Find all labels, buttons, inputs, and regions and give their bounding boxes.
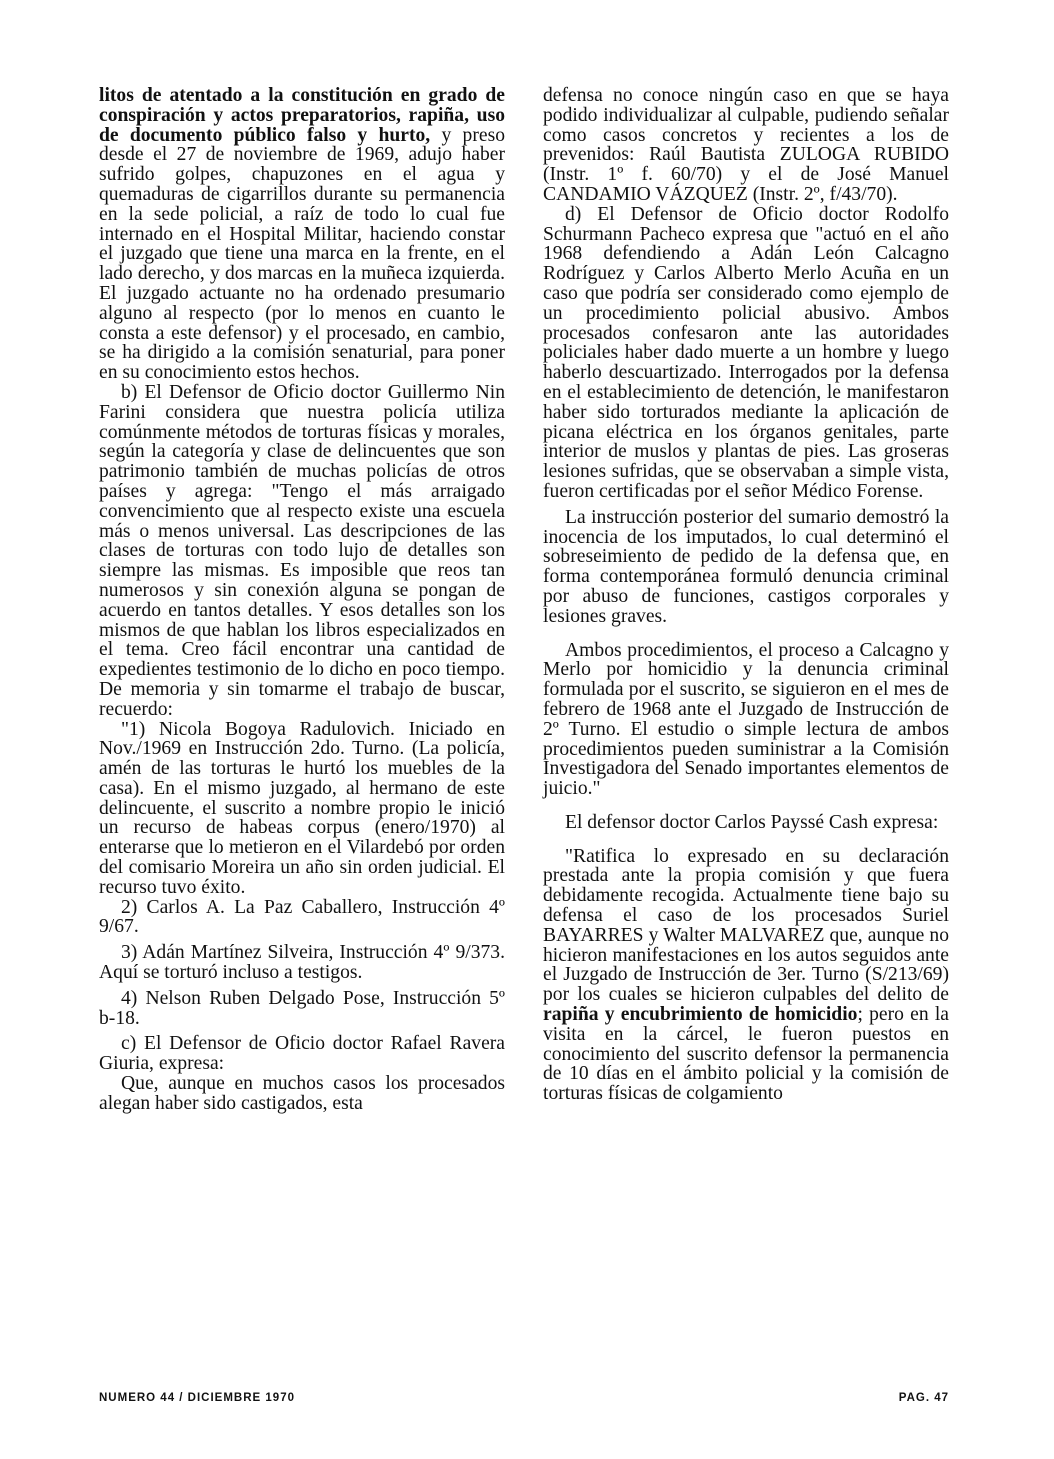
paragraph: Que, aunque en muchos casos los procesados alegan haber sido castigados, esta — [99, 1073, 505, 1114]
paragraph: "1) Nicola Bogoya Radulovich. Iniciado en Nov./1969 en Instrucción 2do. Turno. (La policía, amén de las torturas le hurtó los muebles de la casa). En el mismo juzgado, al hermano de este delincuente, el suscrito a nombre propio le inició un recurso de habeas corpus (enero/1970) al enterarse que lo metieron en el Vilardebó por orden del comisario Moreira un año sin orden judicial. El recurso tuvo éxito. — [99, 718, 505, 898]
paragraph: Ambos procedimientos, el proceso a Calcagno y Merlo por homicidio y la denuncia criminal formulada por el suscrito, se siguieron en el mes de febrero de 1968 ante el Juzgado de Instrucción de 2º Turno. El estudio o simple lectura de ambos procedimientos pueden suministrar a la Comisión Investigadora del Senado importantes elementos de juicio." — [543, 639, 949, 800]
page-number: PAG. 47 — [898, 1392, 949, 1404]
bold-text: rapiña y encubrimiento de homicidio — [543, 1004, 858, 1026]
issue-label: NUMERO 44 / DICIEMBRE 1970 — [99, 1392, 295, 1404]
paragraph: La instrucción posterior del sumario demostró la inocencia de los imputados, lo cual determinó el sobreseimiento de pedido de la defensa que, en forma contemporánea formuló denuncia criminal por abuso de funciones, castigos corporales y lesiones graves. — [543, 506, 949, 627]
body-text: ; pero en la visita en la cárcel, le fueron puestos en conocimiento del suscrito defensor la permanencia de 10 días en el ámbito policial y la comisión de torturas físicas de colgamiento — [543, 1004, 949, 1105]
paragraph — [99, 86, 505, 383]
paragraph: 4) Nelson Ruben Delgado Pose, Instrucción 5º b-18. — [99, 987, 505, 1029]
paragraph: 3) Adán Martínez Silveira, Instrucción 4º 9/373. Aquí se torturó incluso a testigos. — [99, 942, 505, 984]
right-column — [543, 86, 949, 1104]
paragraph: defensa no conoce ningún caso en que se haya podido individualizar al culpable, pudiendo señalar como casos concretos y recientes a los de prevenidos: Raúl Bautista ZULOGA RUBIDO (Instr. 1º f. 60/70) y el de José Manuel CANDAMIO VÁZQUEZ (Instr. 2º, f/43/70). — [543, 85, 949, 205]
body-text: y preso desde el 27 de noviembre de 1969, adujo haber sufrido golpes, chapuzones en el agua y quemaduras de cigarrillos durante su permanencia en la sede policial, a raíz de todo lo cual fue internado en el Hospital Militar, haciendo constar el juzgado que tiene una marca en la frente, en el lado derecho, y dos marcas en la muñeca izquierda. El juzgado actuante no ha ordenado presumario alguno al respecto (por lo menos en cuanto le consta a este defensor) y el procesado, en cambio, se ha dirigido a la comisión senaturial, para poner en su conocimiento estos hechos. — [99, 124, 505, 384]
paragraph: d) El Defensor de Oficio doctor Rodolfo Schurmann Pacheco expresa que "actuó en el año 1968 defendiendo a Adán León Calcagno Rodríguez y Carlos Alberto Merlo Acuña en un caso que podría ser considerado como ejemplo de un procedimiento policial abusivo. Ambos procesados confesaron ante las autoridades policiales haber dado muerte a un hombre y luego haberlo descuartizado. Interrogados por la defensa en el establecimiento de detención, le manifestaron haber sido torturados mediante la aplicación de picana eléctrica en los órganos genitales, parte interior de muslos y plantas de pies. Las groseras lesiones sufridas, que se observaban a simple vista, fueron certificadas por el señor Médico Forense. — [543, 203, 949, 502]
bold-text: litos de atentado a la constitución en grado de conspiración y actos preparatorios, rapiña, uso de documento público falso y hurto, — [99, 85, 505, 146]
paragraph: c) El Defensor de Oficio doctor Rafael Ravera Giuria, expresa: — [99, 1033, 505, 1075]
paragraph: 2) Carlos A. La Paz Caballero, Instrucción 4º 9/67. — [99, 896, 505, 938]
paragraph: b) El Defensor de Oficio doctor Guillermo Nin Farini considera que nuestra policía utiliza comúnmente métodos de torturas físicas y morales, según la categoría y clase de delincuentes que son patrimonio también de muchas policías de otros países y agrega: "Tengo el más arraigado convencimiento que al respecto existe una escuela más o menos universal. Las descripciones de las clases de torturas con todo lujo de detalles son siempre las mismas. Es imposible que reos tan numerosos y sin conexión alguna se pongan de acuerdo en tantos detalles. Y esos detalles son los mismos de que hablan los libros especializados en el tema. Creo fácil encontrar una cantidad de expedientes testimonio de lo dicho en poco tiempo. De memoria y sin tomarme el trabajo de buscar, recuerdo: — [99, 381, 505, 720]
body-text: "Ratifica lo expresado en su declaración prestada ante la propia comisión y que fuera debidamente recogida. Actualmente tiene bajo su defensa el caso de los procesados Suriel BAYARRES y Walter MALVAREZ que, aunque no hicieron manifestaciones en los autos seguidos ante el Juzgado de Instrucción de 3er. Turno (S/213/69) por los cuales se hicieron culpables del delito de — [543, 845, 949, 1006]
left-column — [99, 86, 505, 1114]
paragraph: El defensor doctor Carlos Payssé Cash expresa: — [565, 811, 939, 833]
paragraph — [543, 847, 949, 1104]
